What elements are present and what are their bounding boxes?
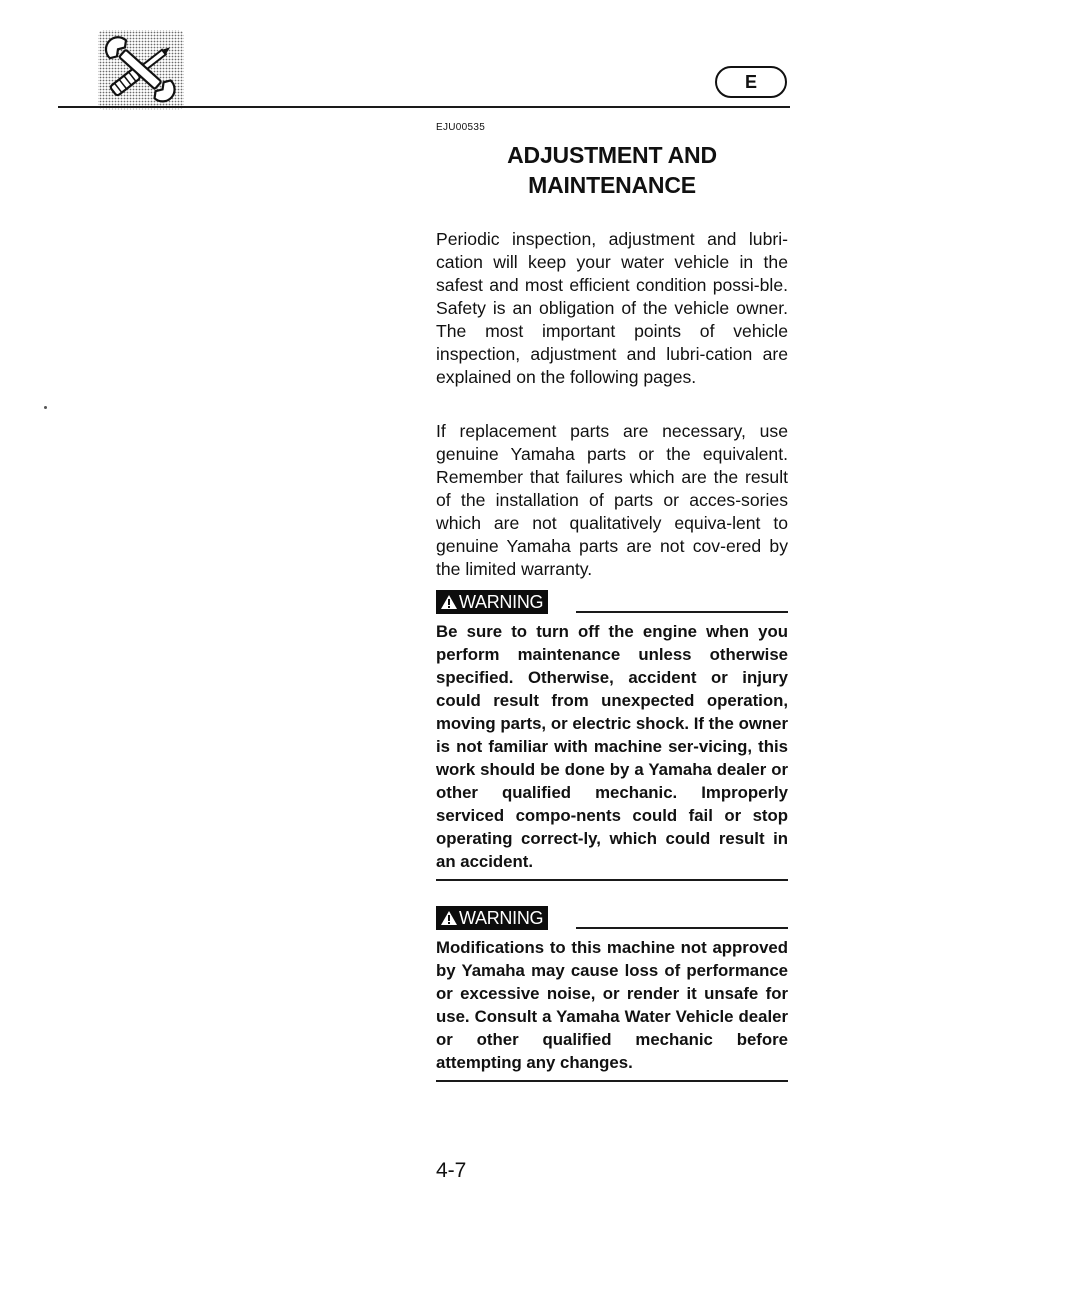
- section-title-line-2: MAINTENANCE: [528, 172, 696, 198]
- language-badge: [714, 65, 788, 99]
- section-title: [436, 140, 788, 200]
- warning-bottom-rule: [436, 879, 788, 881]
- warning-label-text: WARNING: [459, 592, 544, 612]
- scan-speck: [44, 406, 47, 409]
- warning-label: [436, 590, 548, 614]
- warning-bottom-rule: [436, 1080, 788, 1082]
- warning-box: [436, 906, 788, 1082]
- header-rule: [58, 106, 790, 108]
- warning-triangle-icon: [440, 910, 458, 926]
- warning-triangle-icon: [440, 594, 458, 610]
- page-number: 4-7: [436, 1159, 467, 1182]
- warning-label-text: WARNING: [459, 908, 544, 928]
- document-code: EJU00535: [436, 122, 486, 133]
- warning-header-rule: [576, 611, 788, 613]
- tools-icon: [96, 28, 186, 112]
- warning-text: Be sure to turn off the engine when you perform maintenance unless otherwise specified. Otherwise, accident or injury could result from unexpected operation, moving parts, or electric shock. If the owner is not familiar with machine ser-vicing, this work should be done by a Yamaha dealer or other qualified mechanic. Improperly serviced compo-nents could fail or stop operating correct-ly, which could result in an accident.: [436, 622, 788, 871]
- warning-header: [436, 590, 788, 616]
- language-letter: E: [744, 72, 757, 92]
- warning-box: [436, 590, 788, 881]
- warning-label: [436, 906, 548, 930]
- warning-text: Modifications to this machine not approved by Yamaha may cause loss of performance or excessive noise, or render it unsafe for use. Consult a Yamaha Water Vehicle dealer or other qualified mechanic before attempting any changes.: [436, 938, 788, 1072]
- replacement-parts-paragraph: If replacement parts are necessary, use genuine Yamaha parts or the equivalent. Remember that failures which are the result of the installation of parts or acces-sories which are not qualitatively equiva-lent to genuine Yamaha parts are not cov-ered by the limited warranty.: [436, 421, 788, 579]
- section-title-line-1: ADJUSTMENT AND: [507, 142, 717, 168]
- warning-header-rule: [576, 927, 788, 929]
- warning-header: [436, 906, 788, 932]
- intro-paragraph: Periodic inspection, adjustment and lubri-cation will keep your water vehicle in the safest and most efficient condition possi-ble. Safety is an obligation of the vehicle owner. The most important points of vehicle inspection, adjustment and lubri-cation are explained on the following pages.: [436, 229, 788, 387]
